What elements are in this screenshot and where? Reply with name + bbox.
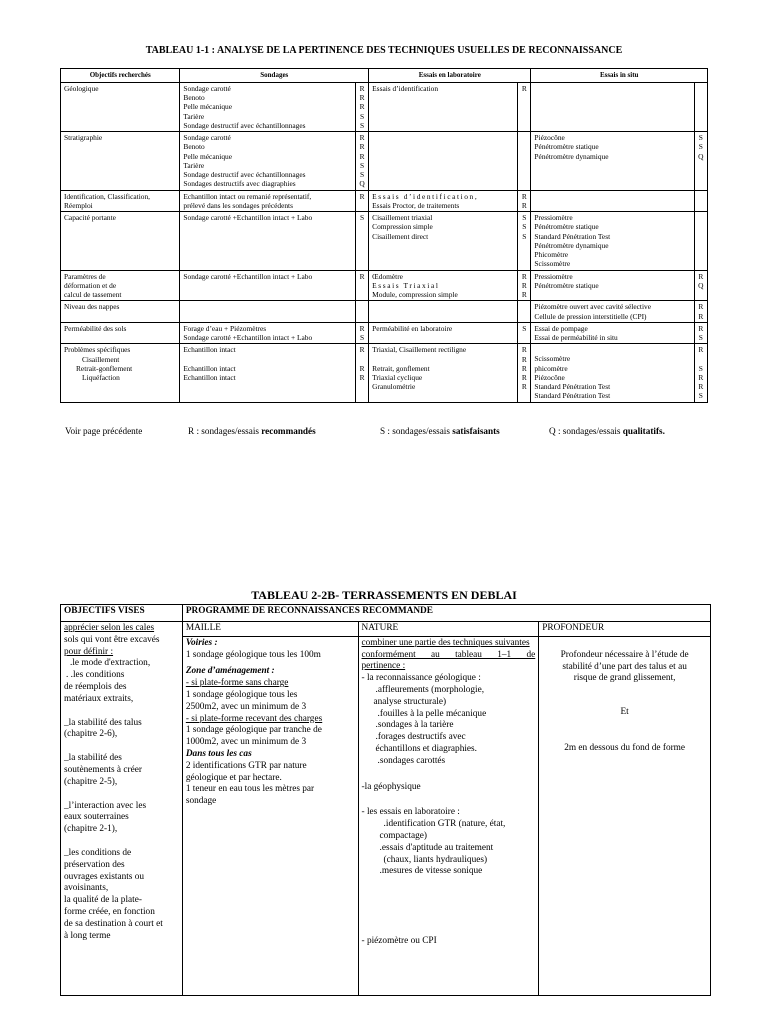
labo-cell-line: Retrait, gonflement <box>372 363 430 373</box>
situ-cell-line: Essai de perméabilité in situ <box>534 333 618 342</box>
maille-line: 1000m2, avec un minimum de 3 <box>185 737 307 748</box>
labo-flag-cell-line: R <box>521 83 527 93</box>
situ-cell-line: Piézocône <box>534 133 565 142</box>
sondages-cell <box>180 82 356 131</box>
maille-line: 1 teneur en eau tous les mètres par <box>185 784 315 795</box>
header-objectifs: Objectifs recherchés <box>61 69 180 83</box>
objectif-line: eaux souterraines <box>64 812 129 823</box>
objectif-cell-line: Paramètres de <box>64 271 106 281</box>
objectif-cell <box>61 132 180 191</box>
sondages-cell-line: Sondage destructif avec échantillonnages <box>183 170 306 179</box>
labo-flag-cell-line: R <box>521 382 527 392</box>
nature-line: .affleurements (morphologie, <box>375 684 485 695</box>
sondages-cell <box>180 190 356 212</box>
objectif-cell-line: Problèmes spécifiques <box>64 345 131 355</box>
labo-flag-cell <box>518 270 531 301</box>
objectif-line: apprécier selon les cales <box>64 622 155 633</box>
sondages-cell-line: Sondage carotté <box>183 133 231 142</box>
sondages-flag-cell-line: R <box>359 83 365 93</box>
sondages-flag-cell-line: R <box>359 271 365 281</box>
situ-flag-cell-line: R <box>698 311 704 321</box>
sondages-cell-line: Pelle mécanique <box>183 102 233 112</box>
nature-line: .forages destructifs avec <box>375 732 466 743</box>
maille-line: - si plate-forme sans charge <box>185 678 289 689</box>
nature-line: -la géophysique <box>361 781 421 792</box>
sondages-flag-cell <box>355 301 368 323</box>
situ-flag-cell-line: S <box>698 363 703 373</box>
objectif-line: _les conditions de <box>64 847 132 858</box>
objectif-line: soutènements à créer <box>64 764 142 775</box>
table1-row <box>61 270 708 301</box>
profondeur-cell <box>539 636 711 995</box>
sondages-flag-cell <box>355 344 368 402</box>
profondeur-line: stabilité d’une part des talus et au <box>562 661 687 672</box>
situ-cell <box>531 270 694 301</box>
sondages-flag-cell <box>355 270 368 301</box>
nature-line: .identification GTR (nature, état, <box>383 819 506 830</box>
maille-line: 2 identifications GTR par nature <box>185 760 307 771</box>
sondages-flag-cell-line: R <box>359 363 365 373</box>
situ-flag-cell <box>694 322 707 344</box>
maille-line: sondage <box>185 796 217 807</box>
situ-cell <box>531 190 694 212</box>
header-profondeur: PROFONDEUR <box>539 621 711 636</box>
situ-cell <box>531 132 694 191</box>
sondages-cell-line: Benoto <box>183 142 205 152</box>
objectif-cell-line: Capacité portante <box>64 213 116 222</box>
sondages-cell-line: Sondage destructif avec échantillonnages <box>183 120 306 130</box>
nature-line: combiner une partie des techniques suivantes <box>361 637 530 648</box>
nature-cell <box>358 636 539 995</box>
sondages-cell-line: Sondage carotté +Echantillon intact + Labo <box>183 333 313 342</box>
legend-q-text: : sondages/essais <box>555 426 623 436</box>
sondages-cell-line <box>183 355 352 364</box>
situ-cell-line: Scissomètre <box>534 354 571 364</box>
profondeur-line: Profondeur nécessaire à l’étude de <box>560 649 689 660</box>
situ-flag-cell <box>694 190 707 212</box>
nature-line: .essais d'aptitude au traitement <box>379 842 494 853</box>
labo-cell <box>369 344 518 402</box>
sondages-cell-line: Echantillon intact <box>183 372 236 382</box>
sondages-cell-line: Benoto <box>183 93 205 102</box>
labo-cell <box>369 82 518 131</box>
labo-flag-cell <box>518 344 531 402</box>
labo-flag-cell-line: R <box>521 354 527 364</box>
situ-cell <box>531 344 694 402</box>
table1-header-row <box>61 69 708 83</box>
maille-line: 2500m2, avec un minimum de 3 <box>185 701 307 712</box>
situ-flag-cell-line: R <box>698 345 704 355</box>
sondages-flag-cell <box>355 212 368 271</box>
situ-cell-line: Standard Pénétration Test <box>534 382 611 391</box>
situ-cell-line: Piézocône <box>534 372 565 382</box>
objectif-line: de sa destination à court et <box>64 918 163 929</box>
situ-cell-line: Essai de pompage <box>534 323 588 333</box>
situ-flag-cell-line <box>696 355 706 364</box>
nature-line: - les essais en laboratoire : <box>361 807 460 818</box>
situ-cell-line: Phicomètre <box>534 250 569 259</box>
objectif-line: _la stabilité des talus <box>64 717 142 728</box>
sondages-flag-cell-line: S <box>359 160 365 170</box>
objectif-line: de réemplois des <box>64 681 127 692</box>
situ-cell-line: Pressiomètre <box>534 271 573 281</box>
table1-row <box>61 132 708 191</box>
situ-flag-cell-line: R <box>698 372 704 382</box>
situ-cell <box>531 322 694 344</box>
objectif-line: (chapitre 2-1), <box>64 824 118 835</box>
situ-cell-line: Pénétromètre dynamique <box>534 151 609 161</box>
objectif-line: sols qui vont être excavés <box>64 634 160 645</box>
nature-line: (chaux, liants hydrauliques) <box>383 854 488 865</box>
table1-row <box>61 190 708 212</box>
objectif-cell-line: Cisaillement <box>82 354 120 364</box>
labo-flag-cell-line: S <box>522 222 527 232</box>
nature-line: pertinence : <box>361 661 406 672</box>
labo-flag-cell <box>518 301 531 323</box>
table1-row <box>61 344 708 402</box>
labo-cell-line: Compression simple <box>372 222 433 232</box>
objectif-cell <box>61 344 180 402</box>
labo-cell-line <box>372 355 514 364</box>
labo-flag-cell <box>518 82 531 131</box>
header-labo: Essais en laboratoire <box>369 69 531 83</box>
labo-cell-line: Granulométrie <box>372 382 416 391</box>
objectif-line: la qualité de la plate- <box>64 895 142 906</box>
nature-line: conformément au tableau 1–1 de <box>361 649 536 660</box>
labo-cell-line: Cisaillement direct <box>372 231 429 241</box>
legend-r-text: : sondages/essais <box>194 426 262 436</box>
labo-cell <box>369 270 518 301</box>
sondages-flag-cell-line: R <box>359 323 365 333</box>
objectif-cell <box>61 322 180 344</box>
sondages-cell-line: Sondage carotté +Echantillon intact + Labo <box>183 213 313 222</box>
situ-flag-cell <box>694 344 707 402</box>
sondages-flag-cell <box>355 82 368 131</box>
objectif-line: _la stabilité des <box>64 753 122 764</box>
legend-see-previous: Voir page précédente <box>65 426 143 436</box>
situ-cell-line: Pénétromètre dynamique <box>534 240 609 250</box>
sondages-cell-line: Sondage carotté +Echantillon intact + Labo <box>183 271 313 281</box>
situ-cell-line: Cellule de pression interstitielle (CPI) <box>534 311 647 321</box>
labo-flag-cell-line: S <box>522 231 527 241</box>
objectif-cell-line: Réemploi <box>64 200 93 210</box>
profondeur-line: Et <box>620 707 629 718</box>
situ-flag-cell <box>694 212 707 271</box>
sondages-flag-cell <box>355 322 368 344</box>
situ-flag-cell-line: S <box>698 333 703 342</box>
sondages-cell-line: Pelle mécanique <box>183 151 233 161</box>
sondages-cell-line: Forage d’eau + Piézomètres <box>183 323 267 333</box>
situ-cell <box>531 82 694 131</box>
nature-line: .mesures de vitesse sonique <box>379 866 483 877</box>
labo-cell <box>369 301 518 323</box>
labo-cell-line: Essais Triaxial <box>372 280 440 290</box>
sondages-cell <box>180 301 356 323</box>
maille-line: 1 sondage géologique par tranche de <box>185 725 322 736</box>
maille-line: 1 sondage géologique tous les 100m <box>185 649 321 660</box>
nature-line: - la reconnaissance géologique : <box>361 673 481 684</box>
maille-line: géologique et par hectare. <box>185 772 282 783</box>
objectif-line: (chapitre 2-6), <box>64 729 118 740</box>
labo-cell-line: Triaxial cyclique <box>372 372 423 382</box>
situ-cell-line: Pénétromètre statique <box>534 142 599 152</box>
header-programme: PROGRAMME DE RECONNAISSANCES RECOMMANDE <box>182 605 710 622</box>
header-sondages: Sondages <box>180 69 369 83</box>
situ-flag-cell <box>694 82 707 131</box>
sondages-cell-line: prélevé dans les sondages précédents <box>183 200 293 210</box>
situ-flag-cell-line: R <box>698 271 704 281</box>
labo-flag-cell <box>518 132 531 191</box>
sondages-flag-cell-line: R <box>359 102 365 112</box>
sondages-flag-cell-line: S <box>359 213 365 222</box>
sondages-flag-cell <box>355 132 368 191</box>
maille-zone: Zone d’aménagement : <box>185 666 275 677</box>
situ-flag-cell-line: S <box>698 133 703 142</box>
profondeur-line: risque de grand glissement, <box>573 673 676 684</box>
objectif-define: pour définir : <box>64 646 114 657</box>
objectif-cell-line: Perméabilité des sols <box>64 323 127 333</box>
objectif-line: à long terme <box>64 930 111 941</box>
labo-cell-line: Module, compression simple <box>372 290 458 299</box>
objectif-cell-line: Retrait-gonflement <box>76 363 133 373</box>
objectif-line: .le mode d'extraction, <box>70 658 151 669</box>
nature-line: - piézomètre ou CPI <box>361 936 437 947</box>
labo-flag-cell-line: R <box>521 373 527 382</box>
labo-flag-cell-line: S <box>522 213 527 222</box>
sondages-flag-cell-line: R <box>359 93 365 102</box>
labo-cell <box>369 132 518 191</box>
labo-cell-line: Œdomètre <box>372 271 403 281</box>
situ-cell-line <box>534 345 690 354</box>
sondages-flag-cell-line <box>357 355 367 364</box>
labo-flag-cell-line: R <box>521 363 527 373</box>
labo-cell <box>369 322 518 344</box>
table1-row <box>61 322 708 344</box>
legend-s-text: : sondages/essais <box>385 426 453 436</box>
objectif-cell-line: Niveau des nappes <box>64 302 120 312</box>
situ-cell-line: Pénétromètre statique <box>534 222 599 232</box>
sondages-flag-cell-line: Q <box>359 179 365 189</box>
objectif-cell-line: Géologique <box>64 83 99 93</box>
pertinence-table <box>60 68 708 403</box>
situ-flag-cell-line: Q <box>698 280 704 290</box>
labo-cell-line: Essais d’identification <box>372 83 439 93</box>
situ-flag-cell-line: S <box>698 142 703 152</box>
situ-cell-line: Pénétromètre statique <box>534 280 599 290</box>
table1-row <box>61 82 708 131</box>
nature-line: .sondages carottés <box>377 755 446 766</box>
maille-tous: Dans tous les cas <box>185 748 252 759</box>
sondages-flag-cell-line: R <box>359 133 365 142</box>
labo-cell-line: Cisaillement triaxial <box>372 213 433 222</box>
labo-cell <box>369 212 518 271</box>
legend-qualitative <box>549 426 665 436</box>
situ-flag-cell-line: Q <box>698 151 704 161</box>
sondages-cell-line: Tarière <box>183 160 205 170</box>
sondages-flag-cell <box>355 190 368 212</box>
objectif-line: . .les conditions <box>66 670 125 681</box>
maille-voiries: Voiries : <box>185 637 218 648</box>
labo-flag-cell-line: R <box>521 290 527 299</box>
situ-flag-cell <box>694 270 707 301</box>
objectif-cell <box>61 301 180 323</box>
legend-s-key: S <box>380 426 386 436</box>
table2-subheader-row <box>61 621 711 636</box>
objectif-line: forme créée, en fonction <box>64 906 155 917</box>
sondages-cell-line: Sondages destructifs avec diagraphies <box>183 179 296 189</box>
labo-flag-cell-line: R <box>521 280 527 290</box>
sondages-flag-cell-line: R <box>359 372 365 382</box>
legend-q-bold: qualitatifs. <box>622 426 665 436</box>
table2-header-row <box>61 605 711 622</box>
labo-flag-cell-line: S <box>522 323 527 333</box>
objectifs-cell <box>61 621 183 995</box>
sondages-cell <box>180 322 356 344</box>
objectif-cell-line: déformation et de <box>64 280 117 290</box>
sondages-flag-cell-line: R <box>359 142 365 152</box>
labo-flag-cell-line: R <box>521 200 527 210</box>
labo-flag-cell-line: R <box>521 271 527 281</box>
sondages-cell <box>180 212 356 271</box>
sondages-cell <box>180 132 356 191</box>
objectif-line: préservation des <box>64 859 125 870</box>
objectif-cell <box>61 212 180 271</box>
legend-r-key: R <box>188 426 195 436</box>
situ-cell <box>531 301 694 323</box>
objectif-line: matériaux extraits, <box>64 693 134 704</box>
sondages-cell-line: Echantillon intact ou remanié représentatif, <box>183 191 312 201</box>
sondages-flag-cell-line: S <box>359 170 365 179</box>
objectif-line: _l’interaction avec les <box>64 800 147 811</box>
legend-s-bold: satisfaisants <box>452 426 500 436</box>
legend-r-bold: recommandés <box>261 426 316 436</box>
labo-cell-line: Triaxial, Cisaillement rectiligne <box>372 345 467 355</box>
situ-cell <box>531 212 694 271</box>
deblai-table <box>60 604 711 996</box>
objectif-line: avoisinants, <box>64 883 109 894</box>
header-situ: Essais in situ <box>531 69 708 83</box>
nature-line: échantillons et diagraphies. <box>375 743 477 754</box>
sondages-flag-cell-line: S <box>359 111 365 121</box>
labo-flag-cell <box>518 190 531 212</box>
objectif-cell-line: Liquéfaction <box>82 373 120 382</box>
legend-q-key: Q <box>549 426 556 436</box>
objectif-cell <box>61 82 180 131</box>
sondages-cell-line: Tarière <box>183 111 205 121</box>
header-nature: NATURE <box>358 621 539 636</box>
sondages-cell <box>180 270 356 301</box>
objectif-cell-line: Identification, Classification, <box>64 191 150 201</box>
labo-cell-line: Essais Proctor, de traitements <box>372 200 460 210</box>
situ-cell-line: Scissomètre <box>534 259 571 269</box>
table1-row <box>61 301 708 323</box>
nature-line: compactage) <box>379 830 428 841</box>
sondages-flag-cell-line: R <box>359 151 365 161</box>
nature-line: .sondages à la tarière <box>375 720 454 731</box>
situ-flag-cell <box>694 301 707 323</box>
labo-cell-line: Essais d’identification, <box>372 191 479 201</box>
situ-flag-cell-line: R <box>698 323 704 333</box>
situ-flag-cell <box>694 132 707 191</box>
legend-recommended <box>188 426 316 436</box>
profondeur-line: 2m en dessous du fond de forme <box>564 742 686 753</box>
sondages-flag-cell-line: S <box>359 333 365 342</box>
maille-line: - si plate-forme recevant des charges <box>185 713 323 724</box>
situ-cell-line: Pressiomètre <box>534 213 573 222</box>
table1-title: TABLEAU 1-1 : ANALYSE DE LA PERTINENCE DES TECHNIQUES USUELLES DE RECONNAISSANCE <box>145 45 623 56</box>
situ-flag-cell-line: R <box>698 382 704 391</box>
sondages-flag-cell-line: S <box>359 120 365 130</box>
labo-flag-cell <box>518 212 531 271</box>
nature-line: analyse structurale) <box>373 696 447 707</box>
header-maille: MAILLE <box>182 621 358 636</box>
situ-cell-line: Piézomètre ouvert avec cavité sélective <box>534 302 651 312</box>
labo-cell-line: Perméabilité en laboratoire <box>372 323 453 333</box>
objectif-cell <box>61 270 180 301</box>
labo-cell <box>369 190 518 212</box>
situ-cell-line: Standard Pénétration Test <box>534 391 611 401</box>
sondages-flag-cell-line: R <box>359 345 365 355</box>
situ-cell-line: Standard Pénétration Test <box>534 231 611 241</box>
table1-body <box>61 82 708 402</box>
objectif-line <box>64 647 179 659</box>
objectif-cell-line: calcul de tassement <box>64 290 122 299</box>
nature-line: .fouilles à la pelle mécanique <box>377 708 487 719</box>
legend-satisfactory <box>380 426 500 436</box>
objectif-cell-line: Stratigraphie <box>64 133 103 142</box>
situ-cell-line: phicomètre <box>534 363 568 373</box>
sondages-cell-line: Echantillon intact <box>183 345 236 355</box>
situ-flag-cell-line: R <box>698 302 704 312</box>
table2-title: TABLEAU 2-2B- TERRASSEMENTS EN DEBLAI <box>251 588 517 602</box>
objectif-line: (chapitre 2-5), <box>64 776 118 787</box>
sondages-flag-cell-line: R <box>359 191 365 201</box>
objectif-cell <box>61 190 180 212</box>
labo-flag-cell-line: R <box>521 345 527 355</box>
sondages-cell-line: Echantillon intact <box>183 363 236 373</box>
maille-line: 1 sondage géologique tous les <box>185 689 298 700</box>
maille-cell <box>182 636 358 995</box>
sondages-cell-line: Sondage carotté <box>183 83 231 93</box>
labo-flag-cell <box>518 322 531 344</box>
objectif-line: ouvrages existants ou <box>64 871 145 882</box>
table1-row <box>61 212 708 271</box>
sondages-cell <box>180 344 356 402</box>
situ-flag-cell-line: S <box>698 391 703 401</box>
header-objectifs-vises: OBJECTIFS VISES <box>61 605 183 622</box>
labo-flag-cell-line: R <box>521 191 527 201</box>
